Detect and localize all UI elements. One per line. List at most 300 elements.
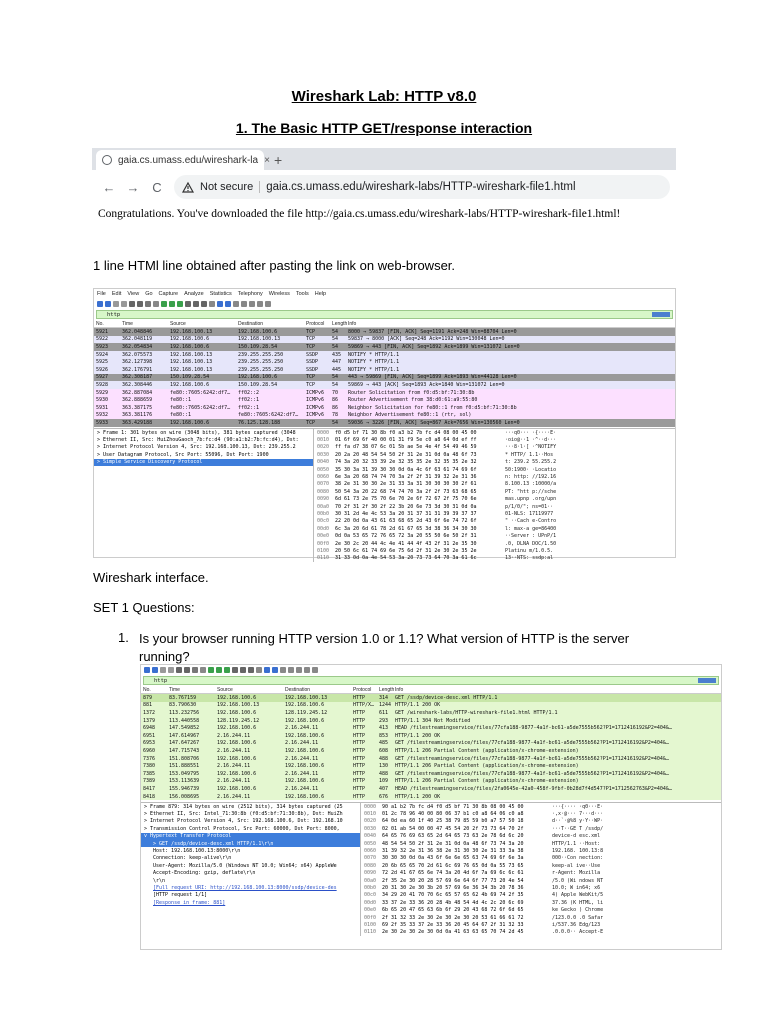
hex-bytes: 20 50 6c 61 74 69 6e 75 6d 2f 31 2e 30 2e 35 2e [335, 547, 477, 554]
hex-offset: 00f0 [317, 540, 330, 547]
packet-cell: 7389 [143, 778, 156, 785]
menu-item[interactable]: Tools [295, 291, 309, 297]
hex-ascii: ···q0··· ·{····E· [505, 429, 557, 436]
hex-line [361, 914, 721, 921]
toolbar-button-icon[interactable] [105, 301, 111, 307]
packet-bytes-pane [314, 429, 675, 562]
packet-cell: 2.16.244.11 [285, 740, 319, 747]
packet-cell: 2.16.244.11 [217, 778, 251, 785]
packet-cell: 86 [332, 404, 339, 411]
hex-ascii: 01-NLS: 17119977 [505, 510, 554, 517]
packet-cell: 881 [143, 702, 153, 709]
hex-bytes: 34 29 20 41 70 70 6c 65 57 65 62 4b 69 74 2f 35 [382, 892, 524, 899]
filter-apply-icon[interactable] [652, 312, 670, 317]
toolbar-button-icon[interactable] [304, 667, 310, 673]
hex-ascii: HTTP/1.1 ··Host: [552, 840, 601, 847]
packet-cell: 83.790630 [169, 702, 197, 709]
filter-apply-icon[interactable] [698, 678, 716, 683]
packet-cell: HTTP/X… [353, 702, 375, 709]
packet-cell: 192.168.100.6 [285, 763, 325, 770]
detail-tree-item[interactable]: Connection: keep-alive\r\n [153, 855, 232, 862]
packet-cell: Router Advertisement from 38:d0:61:a9:55:80 [348, 397, 478, 404]
packet-cell: 1244 [379, 702, 392, 709]
packet-cell: 54 [332, 328, 339, 335]
detail-tree-item[interactable]: > Ethernet II, Src: HuiZhouGaoch_7b:fc:d4 (90:a1:b2:7b:fc:d4), Dst: [97, 437, 299, 444]
packet-cell: 59837 → 8000 [ACK] Seq=248 Ack=1192 Win=130048 Len=0 [348, 336, 505, 343]
packet-cell: 5921 [96, 328, 109, 335]
hex-offset: 0010 [364, 811, 377, 818]
packet-cell: 5925 [96, 359, 109, 366]
hex-line [361, 825, 721, 832]
toolbar-button-icon[interactable] [256, 667, 262, 673]
packet-row[interactable] [94, 404, 675, 412]
packet-cell: 155.946739 [169, 785, 200, 792]
hex-ascii: n: http: //192.16 [505, 474, 557, 481]
detail-tree-item[interactable]: > Internet Protocol Version 4, Src: 192.168.100.13, Dst: 239.255.2 [97, 444, 296, 451]
packet-cell: HTTP/1.1 206 Partial Content (application/x-chrome-extension) [395, 778, 579, 785]
packet-cell: 5927 [96, 374, 109, 381]
browser-toolbar [92, 170, 676, 204]
packet-cell: 6960 [143, 747, 156, 754]
packet-cell: 192.168.100.13 [285, 694, 328, 701]
hex-offset: 0010 [317, 437, 330, 444]
detail-tree-item[interactable]: > Ethernet II, Src: Intel_71:30:8b (f0:d5:bf:71:30:8b), Dst: HuiZh [144, 811, 343, 818]
toolbar-button-icon[interactable] [193, 301, 199, 307]
packet-cell: 362.887084 [122, 389, 153, 396]
hex-line [314, 429, 675, 436]
back-arrow-icon[interactable]: ← [102, 179, 116, 195]
detail-tree-item[interactable]: Accept-Encoding: gzip, deflate\r\n [153, 870, 256, 877]
packet-row[interactable] [94, 358, 675, 366]
toolbar-button-icon[interactable] [288, 667, 294, 673]
hex-offset: 00d0 [317, 525, 330, 532]
packet-cell: 192.168.100.6 [217, 740, 257, 747]
packet-row[interactable] [141, 785, 721, 793]
packet-cell: 676 [379, 793, 389, 800]
question-1-number: 1. [118, 630, 129, 645]
column-header[interactable]: Source [217, 686, 233, 693]
address-url: gaia.cs.umass.edu/wireshark-labs/HTTP-wireshark-file1.html [266, 181, 576, 193]
packet-cell: 8417 [143, 785, 156, 792]
toolbar-button-icon[interactable] [264, 667, 270, 673]
toolbar-button-icon[interactable] [209, 301, 215, 307]
packet-cell: ff02::2 [238, 389, 260, 396]
display-filter-bar[interactable] [96, 310, 673, 319]
hex-bytes: f0 d5 bf 71 30 8b f0 a3 b2 7b fc d4 08 00 45 00 [335, 429, 477, 436]
packet-row[interactable] [94, 389, 675, 397]
toolbar-button-icon[interactable] [225, 301, 231, 307]
hex-bytes: 20 2a 20 48 54 54 50 2f 31 2e 31 0d 0a 48 6f 73 [335, 451, 477, 458]
packet-cell: fe80::7605:6242:df7… [170, 389, 231, 396]
display-filter-text: http [107, 311, 121, 318]
wireshark-menubar [94, 289, 675, 299]
packet-cell: 362.075573 [122, 351, 153, 358]
packet-row[interactable] [141, 755, 721, 763]
forward-arrow-icon[interactable]: → [126, 179, 140, 195]
hex-line [361, 803, 721, 810]
hex-offset: 00c0 [317, 518, 330, 525]
hex-line [361, 892, 721, 899]
detail-tree-item[interactable]: > Frame 879: 314 bytes on wire (2512 bits), 314 bytes captured (25 [144, 803, 343, 810]
packet-row[interactable] [141, 724, 721, 732]
packet-row[interactable] [141, 770, 721, 778]
toolbar-button-icon[interactable] [169, 301, 175, 307]
toolbar-button-icon[interactable] [257, 301, 263, 307]
hex-line [314, 518, 675, 525]
menu-item[interactable]: Capture [158, 291, 179, 297]
hex-ascii: d··`·@%8 y·Y··WP· [552, 818, 604, 825]
packet-cell: 109 [379, 778, 389, 785]
hex-ascii: ···T··GE T /ssdp/ [552, 825, 604, 832]
toolbar-button-icon[interactable] [121, 301, 127, 307]
toolbar-button-icon[interactable] [241, 301, 247, 307]
packet-row[interactable] [141, 702, 721, 710]
hex-ascii: r-Agent: Mozilla [552, 870, 601, 877]
hex-bytes: 90 a1 b2 7b fc d4 f0 d5 bf 71 30 8b 08 00 45 00 [382, 803, 524, 810]
hex-ascii: /123.0.0 .0 Safar [552, 914, 604, 921]
packet-cell: GET /wireshark-labs/HTTP-wireshark-file1.html HTTP/1.1 [395, 709, 558, 716]
packet-row[interactable] [141, 740, 721, 748]
column-header[interactable]: Time [169, 686, 180, 693]
hex-ascii: 000··Con nection: [552, 855, 604, 862]
toolbar-button-icon[interactable] [177, 301, 183, 307]
hex-ascii: 192.168. 100.13:8 [552, 848, 604, 855]
packet-row[interactable] [141, 793, 721, 801]
toolbar-button-icon[interactable] [200, 667, 206, 673]
detail-tree-item[interactable]: > User Datagram Protocol, Src Port: 55096, Dst Port: 1900 [97, 451, 269, 458]
toolbar-button-icon[interactable] [168, 667, 174, 673]
hex-bytes: 20 6b 65 65 70 2d 61 6c 69 76 65 0d 0a 55 73 65 [382, 862, 524, 869]
packet-row[interactable] [141, 694, 721, 702]
packet-row[interactable] [141, 732, 721, 740]
hex-bytes: 30 30 30 0d 0a 43 6f 6e 6e 65 63 74 69 6f 6e 3a [382, 855, 524, 862]
packet-row[interactable] [94, 374, 675, 382]
column-header[interactable]: Protocol [353, 686, 372, 693]
toolbar-button-icon[interactable] [97, 301, 103, 307]
toolbar-button-icon[interactable] [312, 667, 318, 673]
toolbar-button-icon[interactable] [296, 667, 302, 673]
display-filter-bar[interactable] [143, 676, 719, 685]
wireshark-toolbar [141, 665, 721, 675]
hex-line [314, 444, 675, 451]
packet-cell: 362.176791 [122, 366, 153, 373]
hex-line [314, 473, 675, 480]
packet-row[interactable] [94, 351, 675, 359]
packet-cell: HTTP [353, 770, 366, 777]
question-1-text: Is your browser running HTTP version 1.0 or 1.1? What version of HTTP is the server running? [139, 631, 630, 664]
hex-line [314, 451, 675, 458]
packet-row[interactable] [94, 336, 675, 344]
column-header[interactable]: No. [96, 320, 104, 327]
packet-row[interactable] [141, 717, 721, 725]
packet-cell: SSDP [306, 351, 319, 358]
packet-bytes-pane [361, 803, 721, 936]
column-header[interactable]: Protocol [306, 320, 325, 327]
menu-item[interactable]: Statistics [209, 291, 232, 297]
column-header[interactable]: Destination [238, 320, 264, 327]
hex-line [361, 862, 721, 869]
packet-cell: 54 [332, 374, 339, 381]
toolbar-button-icon[interactable] [265, 301, 271, 307]
packet-cell: 362.048846 [122, 328, 153, 335]
detail-tree-item[interactable]: [Response in frame: 881] [153, 899, 226, 906]
packet-details-tree [94, 429, 314, 562]
hex-offset: 0090 [364, 870, 377, 877]
packet-cell: 70 [332, 389, 339, 396]
hex-ascii: p/1/0/"; ns=01·· [505, 503, 554, 510]
packet-details-tree [141, 803, 361, 936]
packet-cell: fe80::7605:6242:df7… [238, 412, 299, 419]
hex-bytes: 30 31 2d 4e 4c 53 3a 20 31 37 31 31 39 39 37 37 [335, 510, 477, 517]
packet-cell: 5928 [96, 381, 109, 388]
hex-ascii: 8.100.13 :10000/a [505, 481, 557, 488]
close-tab-icon[interactable]: × [264, 154, 270, 166]
menu-item[interactable]: Help [314, 291, 327, 297]
hex-line [314, 555, 675, 562]
packet-cell: HTTP/1.1 206 Partial Content (application/x-chrome-extension) [395, 747, 579, 754]
packet-row[interactable] [141, 762, 721, 770]
hex-offset: 0060 [317, 474, 330, 481]
hex-line [361, 906, 721, 913]
toolbar-button-icon[interactable] [192, 667, 198, 673]
hex-offset: 0100 [317, 547, 330, 554]
address-bar[interactable] [174, 175, 670, 199]
toolbar-button-icon[interactable] [249, 301, 255, 307]
toolbar-button-icon[interactable] [217, 301, 223, 307]
packet-row[interactable] [141, 709, 721, 717]
packet-cell: fe80::7605:6242:df7… [170, 404, 231, 411]
wireshark-toolbar [94, 299, 675, 309]
hex-line [361, 810, 721, 817]
packet-cell: 59036 → 3226 [FIN, ACK] Seq=867 Ack=7656 Win=130560 Len=0 [348, 419, 520, 426]
toolbar-button-icon[interactable] [248, 667, 254, 673]
toolbar-button-icon[interactable] [137, 301, 143, 307]
hex-ascii: .0, DLNA DOC/1.50 [505, 540, 557, 547]
column-header[interactable]: Source [170, 320, 186, 327]
packet-cell: 608 [379, 747, 389, 754]
packet-list-header [94, 320, 675, 328]
menu-item[interactable]: Analyze [184, 291, 204, 297]
toolbar-button-icon[interactable] [216, 667, 222, 673]
packet-cell: 445 [332, 366, 342, 373]
packet-row[interactable] [94, 328, 675, 336]
detail-tree-item[interactable]: [Full request URI: http://192.168.100.13:8000/ssdp/device-des [153, 884, 337, 891]
new-tab-button[interactable]: + [274, 152, 283, 168]
toolbar-button-icon[interactable] [232, 667, 238, 673]
packet-row[interactable] [94, 419, 675, 427]
hex-offset: 0030 [317, 451, 330, 458]
menu-item[interactable]: Edit [111, 291, 122, 297]
toolbar-button-icon[interactable] [185, 301, 191, 307]
packet-cell: 6953 [143, 740, 156, 747]
warning-icon [182, 182, 194, 193]
hex-bytes: 31 39 32 2e 31 36 38 2e 31 30 30 2e 31 33 3a 38 [382, 848, 524, 855]
detail-tree-item[interactable]: > Transmission Control Protocol, Src Port: 60000, Dst Port: 8000, [144, 825, 340, 832]
packet-row[interactable] [94, 366, 675, 374]
packet-cell: TCP [306, 328, 316, 335]
packet-cell: 7376 [143, 755, 156, 762]
toolbar-button-icon[interactable] [113, 301, 119, 307]
packet-cell: ff02::1 [238, 397, 260, 404]
hex-line [314, 466, 675, 473]
toolbar-button-icon[interactable] [145, 301, 151, 307]
hex-ascii: * HTTP/ 1.1··Hos [505, 451, 554, 458]
packet-cell: 2.16.244.11 [217, 793, 251, 800]
detail-tree-item[interactable]: > Internet Protocol Version 4, Src: 192.168.100.6, Dst: 192.168.10 [144, 818, 343, 825]
packet-row[interactable] [94, 412, 675, 420]
toolbar-button-icon[interactable] [201, 301, 207, 307]
detail-tree-item[interactable]: v Hypertext Transfer Protocol [141, 833, 360, 840]
hex-offset: 0050 [364, 840, 377, 847]
menu-item[interactable]: View [127, 291, 140, 297]
menu-item[interactable]: Telephony [237, 291, 263, 297]
packet-cell: 239.255.255.250 [238, 359, 284, 366]
packet-cell: 192.168.100.6 [285, 778, 325, 785]
hex-bytes: 01 6f 69 6f 40 00 01 31 f9 5e c0 a8 64 0d ef ff [335, 437, 477, 444]
packet-cell: fe80::1 [170, 397, 192, 404]
menu-item[interactable]: Go [145, 291, 153, 297]
toolbar-button-icon[interactable] [208, 667, 214, 673]
hex-ascii: ··Server : UPnP/1 [505, 533, 557, 540]
hex-offset: 0110 [364, 929, 377, 936]
toolbar-button-icon[interactable] [144, 667, 150, 673]
toolbar-button-icon[interactable] [233, 301, 239, 307]
packet-cell: 192.168.100.6 [170, 343, 210, 350]
menu-item[interactable]: File [97, 291, 106, 297]
packet-cell: 147.614967 [169, 732, 200, 739]
packet-cell: 192.168.100.6 [170, 336, 210, 343]
hex-ascii: ···{···· ·q0···E· [552, 803, 604, 810]
column-header[interactable]: Length [332, 320, 348, 327]
packet-cell: 2.16.244.11 [217, 732, 251, 739]
toolbar-button-icon[interactable] [129, 301, 135, 307]
toolbar-button-icon[interactable] [161, 301, 167, 307]
packet-row[interactable] [94, 396, 675, 404]
toolbar-button-icon[interactable] [272, 667, 278, 673]
packet-cell: 192.168.100.6 [217, 785, 257, 792]
packet-cell: 2.16.244.11 [217, 747, 251, 754]
packet-cell: 192.168.100.13 [217, 702, 260, 709]
hex-ascii: 4) Apple WebKit/5 [552, 892, 604, 899]
packet-cell: 192.168.100.6 [217, 694, 257, 701]
hex-bytes: 31 33 0d 0a 4e 54 53 3a 20 73 73 64 70 3a 61 6c [335, 555, 477, 562]
packet-cell: HTTP [353, 763, 366, 770]
packet-cell: HTTP [353, 740, 366, 747]
packet-cell: 362.308187 [122, 374, 153, 381]
packet-cell: HTTP [353, 709, 366, 716]
toolbar-button-icon[interactable] [160, 667, 166, 673]
browser-tab[interactable] [96, 150, 270, 170]
packet-cell: NOTIFY * HTTP/1.1 [348, 366, 400, 373]
detail-tree-item[interactable]: Host: 192.168.100.13:8000\r\n [153, 848, 241, 855]
reload-icon[interactable]: C [152, 179, 162, 195]
hex-ascii: .0.0.0·· Accept-E [552, 929, 604, 936]
security-status-label: Not secure [200, 181, 260, 193]
hex-line [314, 525, 675, 532]
packet-row[interactable] [94, 343, 675, 351]
packet-cell: 362.054834 [122, 343, 153, 350]
column-header[interactable]: Destination [285, 686, 311, 693]
packet-cell: 2.16.244.11 [285, 785, 319, 792]
hex-bytes: 2e 30 2e 30 2e 30 0d 0a 41 63 63 65 70 74 2d 45 [382, 929, 524, 936]
packet-cell: 362.048119 [122, 336, 153, 343]
toolbar-button-icon[interactable] [184, 667, 190, 673]
packet-cell: fe80::1 [170, 412, 192, 419]
packet-cell: HTTP [353, 717, 366, 724]
caption-wireshark: Wireshark interface. [93, 570, 209, 585]
packet-row[interactable] [94, 381, 675, 389]
column-header[interactable]: No. [143, 686, 151, 693]
hex-line [361, 884, 721, 891]
column-header[interactable]: Time [122, 320, 133, 327]
packet-cell: 2.16.244.11 [285, 770, 319, 777]
detail-tree-item[interactable]: > GET /ssdp/device-desc.xml HTTP/1.1\r\n [141, 840, 360, 847]
hex-offset: 0080 [364, 862, 377, 869]
packet-cell: TCP [306, 336, 316, 343]
packet-cell: 192.168.100.13 [170, 366, 213, 373]
hex-bytes: 22 20 0d 0a 43 61 63 68 65 2d 43 6f 6e 74 72 6f [335, 518, 477, 525]
hex-bytes: 01 2c 78 96 40 00 80 06 37 b1 c0 a8 64 06 c0 a8 [382, 811, 524, 818]
packet-cell: 192.168.100.6 [217, 709, 257, 716]
packet-row[interactable] [141, 747, 721, 755]
packet-cell: 78 [332, 412, 339, 419]
toolbar-button-icon[interactable] [224, 667, 230, 673]
detail-tree-item[interactable]: > Simple Service Discovery Protocol [94, 459, 313, 466]
packet-cell: 192.168.100.6 [285, 717, 325, 724]
packet-cell: TCP [306, 381, 316, 388]
packet-cell: HTTP [353, 694, 366, 701]
column-header[interactable]: Info [348, 320, 357, 327]
packet-cell: 113.232756 [169, 709, 200, 716]
toolbar-button-icon[interactable] [152, 667, 158, 673]
hex-offset: 00e0 [364, 907, 377, 914]
packet-row[interactable] [141, 778, 721, 786]
hex-ascii: ke Gecko ) Chrome [552, 907, 604, 914]
packet-cell: HTTP/1.1 304 Not Modified [395, 717, 471, 724]
packet-cell: 192.168.100.6 [238, 374, 278, 381]
packet-cell: 5933 [96, 419, 109, 426]
toolbar-button-icon[interactable] [240, 667, 246, 673]
packet-cell: 151.808706 [169, 755, 200, 762]
packet-cell: NOTIFY * HTTP/1.1 [348, 359, 400, 366]
packet-cell: 853 [379, 732, 389, 739]
menu-item[interactable]: Wireless [268, 291, 290, 297]
packet-cell: 407 [379, 785, 389, 792]
packet-cell: GET /ssdp/device-desc.xml HTTP/1.1 [395, 694, 498, 701]
packet-cell: 192.168.100.6 [238, 328, 278, 335]
toolbar-button-icon[interactable] [176, 667, 182, 673]
packet-cell: 5926 [96, 366, 109, 373]
hex-bytes: 64 0d ea 60 1f 40 25 38 79 85 59 b0 a7 57 50 18 [382, 818, 524, 825]
detail-tree-item[interactable]: User-Agent: Mozilla/5.0 (Windows NT 10.0; Win64; x64) AppleWe [153, 862, 337, 869]
column-header[interactable]: Length [379, 686, 395, 693]
hex-line [314, 481, 675, 488]
packet-cell: TCP [306, 419, 316, 426]
packet-cell: GET /filestreamingservice/files/77cfa188-9877-4a1f-bc61-a5de7555b562?P1=1712416192&P2=404&… [395, 770, 669, 777]
packet-cell: 192.168.100.13 [170, 328, 213, 335]
detail-tree-item[interactable]: > Frame 1: 301 bytes on wire (3048 bits), 381 bytes captured (3048 [97, 429, 296, 436]
packet-cell: HTTP/1.1 200 OK [395, 793, 441, 800]
toolbar-button-icon[interactable] [280, 667, 286, 673]
packet-cell: 5932 [96, 412, 109, 419]
column-header[interactable]: Info [395, 686, 404, 693]
hex-offset: 00e0 [317, 533, 330, 540]
toolbar-button-icon[interactable] [153, 301, 159, 307]
detail-tree-item[interactable]: \r\n [153, 877, 166, 884]
packet-cell: 54 [332, 419, 339, 426]
detail-tree-item[interactable]: [HTTP request 1/1] [153, 892, 208, 899]
hex-bytes: 48 54 54 50 2f 31 2e 31 0d 0a 48 6f 73 74 3a 20 [382, 840, 524, 847]
